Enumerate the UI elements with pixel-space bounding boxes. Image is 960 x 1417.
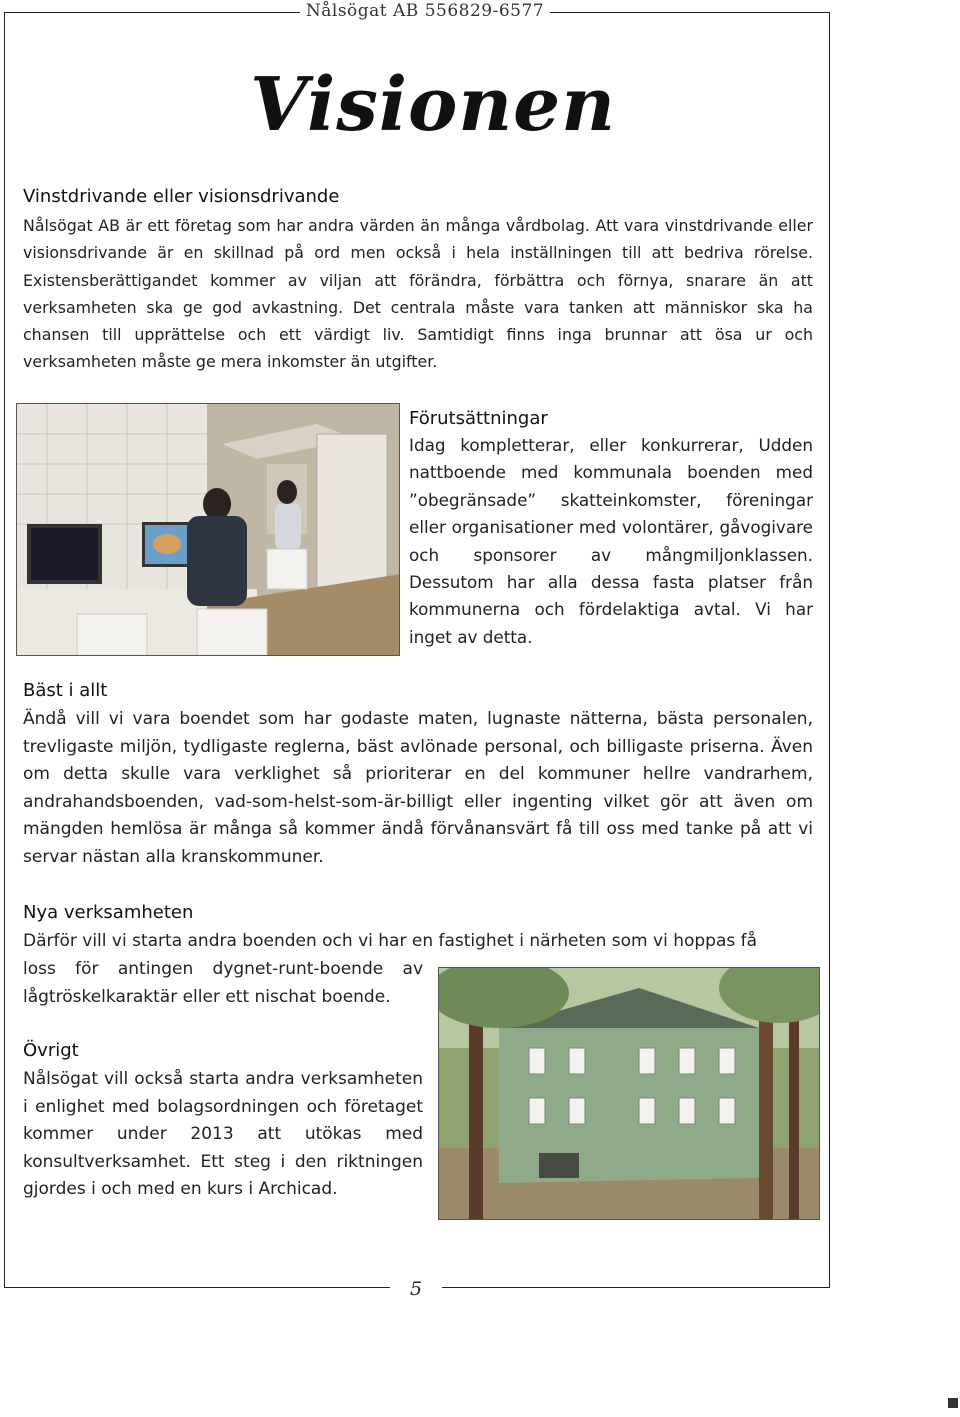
section-text-ovrigt: Nålsögat vill också starta andra verksamheten i enlighet med bolagsordningen och företaget kommer under 2013 att utökas med konsultverksamhet. Ett steg i den riktningen gjordes i och med en kurs i Archicad. (23, 1069, 423, 1200)
page-title: Visionen (250, 62, 617, 148)
section-title-ovrigt: Övrigt (23, 1040, 79, 1061)
section-text-nya-line1: Därför vill vi starta andra boenden och vi har en fastighet i närheten som vi hoppas få (23, 931, 758, 951)
page-number: 5 (409, 1278, 423, 1300)
section-title-nya: Nya verksamheten (23, 902, 194, 923)
section-title-vinst: Vinstdrivande eller visionsdrivande (23, 186, 340, 207)
office-photo (16, 403, 400, 656)
page-header: Nålsögat AB 556829-6577 (305, 1, 545, 21)
section-text-bast: Ändå vill vi vara boendet som har godaste maten, lugnaste nätterna, bästa personalen, trevligaste miljön, tydligaste reglerna, bäst avlönade personal, och billigaste priserna. Även om detta skulle vara verklighet så prioriterar en del kommuner hellre vandrarhem, andrahandsboenden, vad-som-helst-som-är-billigt eller ingenting vilket gör att även om mängden hemlösa är många så kommer ändå förvånansvärt få till oss med tanke på att vi servar nästan alla kranskommuner. (23, 709, 813, 867)
section-text-vinst: Nålsögat AB är ett företag som har andra värden än många vårdbolag. Att vara vinstdrivande eller visionsdrivande är en skillnad på ord men också i hela inställningen till att bedriva rörelse. Existensberättigandet kommer av viljan att förändra, förbättra och förnya, snarare än att verksamheten ska ge god avkastning. Det centrala måste vara tanken att människor ska ha chansen till upprättelse och ett värdigt liv. Samtidigt finns inga brunnar att ösa ur och verksamheten måste ge mera inkomster än utgifter. (23, 216, 813, 372)
section-title-bast: Bäst i allt (23, 680, 108, 701)
section-text-nya-rest: loss för antingen dygnet-runt-boende av lågtröskelkaraktär eller ett nischat boende. (23, 959, 423, 1007)
corner-mark (948, 1398, 958, 1408)
section-title-forutsattningar: Förutsättningar (409, 408, 548, 429)
house-photo (438, 967, 820, 1220)
section-text-forutsattningar: Idag kompletterar, eller konkurrerar, Udden nattboende med kommunala boenden med ”obegränsade” skatteinkomster, föreningar eller organisationer med volontärer, gåvogivare och sponsorer av mångmiljonklassen. Dessutom har alla dessa fasta platser från kommunerna och fördelaktiga avtal. Vi har inget av detta. (409, 435, 813, 647)
